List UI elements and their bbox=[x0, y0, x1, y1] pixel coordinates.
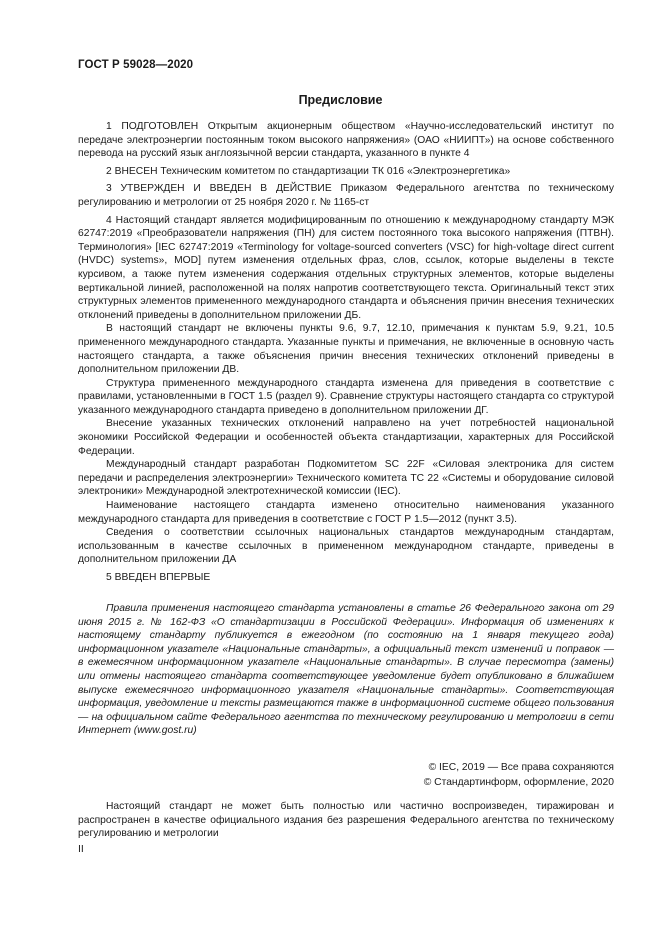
paragraph-first-introduced: 5 ВВЕДЕН ВПЕРВЫЕ bbox=[106, 572, 211, 583]
preface-body bbox=[78, 120, 614, 589]
reproduction-notice: Настоящий стандарт не может быть полностью или частично воспроизведен, тиражирован и распространен в качестве официального издания без разрешения Федерального агентства по техническому регулированию и метрологии bbox=[78, 801, 614, 840]
paragraph-name-change: Наименование настоящего стандарта изменено относительно наименования указанного международного стандарта для приведения в соответствие с ГОСТ Р 1.5—2012 (пункт 3.5). bbox=[78, 500, 614, 525]
paragraph-excluded-items: В настоящий стандарт не включены пункты 9.6, 9.7, 12.10, примечания к пунктам 5.9, 9.21, 10.5 примененного международного стандарта. Указанные пункты и примечания, не включенные в основную часть настоящего стандарта, а также объяснения причин внесения технических отклонений приведены в дополнительном приложении ДВ. bbox=[78, 323, 614, 376]
copyright-iec: © IEC, 2019 — Все права сохраняются bbox=[428, 762, 614, 773]
paragraph-modified: 4 Настоящий стандарт является модифицированным по отношению к международному стандарту МЭК 62747:2019 «Преобразователи напряжения (ПН) для систем постоянного тока высокого напряжения (ПТВН). Терминология» [IEC 62747:2019 «Terminology for voltage-sourced converters (VSC) for high-voltage direct current (HVDC) systems», MOD] путем изменения отдельных фраз, слов, ссылок, которые выделены в тексте курсивом, а также путем изменения содержания отдельных структурных элементов, которые выделены вертикальной линией, расположенной на полях напротив соответствующего текста. Оригинальный текст этих структурных элементов примененного международного стандарта и объяснения причин внесения технических отклонений приведены в дополнительном приложении ДБ. bbox=[78, 214, 614, 321]
copyright-block bbox=[424, 760, 614, 790]
paragraph-prepared: 1 ПОДГОТОВЛЕН Открытым акционерным обществом «Научно-исследовательский институт по передаче электроэнергии постоянным током высокого напряжения» (ОАО «НИИПТ») на основе собственного перевода на русский язык англоязычной версии стандарта, указанного в пункте 4 bbox=[78, 121, 614, 160]
copyright-standartinform: © Стандартинформ, оформление, 2020 bbox=[423, 777, 614, 788]
paragraph-approved: 3 УТВЕРЖДЕН И ВВЕДЕН В ДЕЙСТВИЕ Приказом Федерального агентства по техническому регулированию и метрологии от 25 ноября 2020 г. № 1165-ст bbox=[78, 183, 614, 208]
page-title: Предисловие bbox=[298, 93, 383, 107]
paragraph-references: Сведения о соответствии ссылочных национальных стандартов международным стандартам, использованным в качестве ссылочных в примененном международном стандарте, приведены в дополнительном приложении ДА bbox=[78, 527, 614, 566]
application-rules-notice: Правила применения настоящего стандарта установлены в статье 26 Федерального закона от 29 июня 2015 г. № 162-ФЗ «О стандартизации в Российской Федерации». Информация об изменениях к настоящему стандарту публикуется в ежегодном (по состоянию на 1 января текущего года) информационном указателе «Национальные стандарты», а официальный текст изменений и поправок — в ежемесячном информационном указателе «Национальные стандарты». В случае пересмотра (замены) или отмены настоящего стандарта соответствующее уведомление будет опубликовано в ближайшем выпуске ежемесячного информационного указателя «Национальные стандарты». Соответствующая информация, уведомление и тексты размещаются также в информационной системе общего пользования — на официальном сайте Федерального агентства по техническому регулированию и метрологии в сети Интернет (www.gost.ru) bbox=[78, 603, 614, 737]
page-number: II bbox=[78, 843, 84, 855]
paragraph-introduced: 2 ВНЕСЕН Техническим комитетом по стандартизации ТК 016 «Электроэнергетика» bbox=[106, 165, 511, 177]
paragraph-deviations: Внесение указанных технических отклонений направлено на учет потребностей национальной экономики Российской Федерации и особенностей объекта стандартизации, характерных для Российской Федерации. bbox=[78, 418, 614, 457]
standard-number-header: ГОСТ Р 59028—2020 bbox=[78, 59, 194, 71]
paragraph-developer: Международный стандарт разработан Подкомитетом SC 22F «Силовая электроника для систем передачи и распределения электроэнергии» Технического комитета ТС 22 «Системы и оборудование силовой электроники» Международной электротехнической комиссии (IEC). bbox=[78, 459, 614, 498]
paragraph-structure: Структура примененного международного стандарта изменена для приведения в соответствие с правилами, установленными в ГОСТ 1.5 (раздел 9). Сравнение структуры настоящего стандарта со структурой указанного международного стандарта приведено в дополнительном приложении ДГ. bbox=[78, 377, 614, 416]
